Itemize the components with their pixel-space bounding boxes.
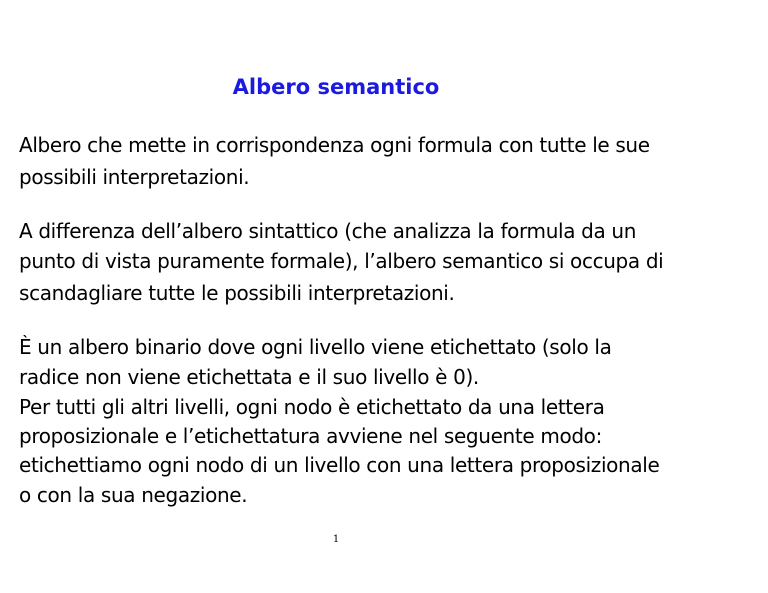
paragraph-2-line-3: scandagliare tutte le possibili interpretazioni. — [19, 281, 455, 305]
paragraph-3-line-5: etichettiamo ogni nodo di un livello con una lettera proposizionale — [19, 453, 660, 477]
paragraph-2-line-2: punto di vista puramente formale), l’albero semantico si occupa di — [19, 249, 664, 273]
page-number: 1 — [332, 534, 340, 545]
paragraph-3-line-2: radice non viene etichettata e il suo livello è 0). — [19, 365, 479, 389]
slide-title: Albero semantico — [232, 75, 440, 99]
paragraph-1-line-1: Albero che mette in corrispondenza ogni formula con tutte le sue — [19, 133, 650, 157]
paragraph-1-line-2: possibili interpretazioni. — [19, 165, 250, 189]
paragraph-3-line-4: proposizionale e l’etichettatura avviene nel seguente modo: — [19, 424, 602, 448]
paragraph-3-line-1: È un albero binario dove ogni livello viene etichettato (solo la — [19, 335, 612, 359]
paragraph-2-line-1: A differenza dell’albero sintattico (che analizza la formula da un — [19, 219, 637, 243]
paragraph-3-line-3: Per tutti gli altri livelli, ogni nodo è etichettato da una lettera — [19, 395, 605, 419]
paragraph-3-line-6: o con la sua negazione. — [19, 483, 248, 507]
